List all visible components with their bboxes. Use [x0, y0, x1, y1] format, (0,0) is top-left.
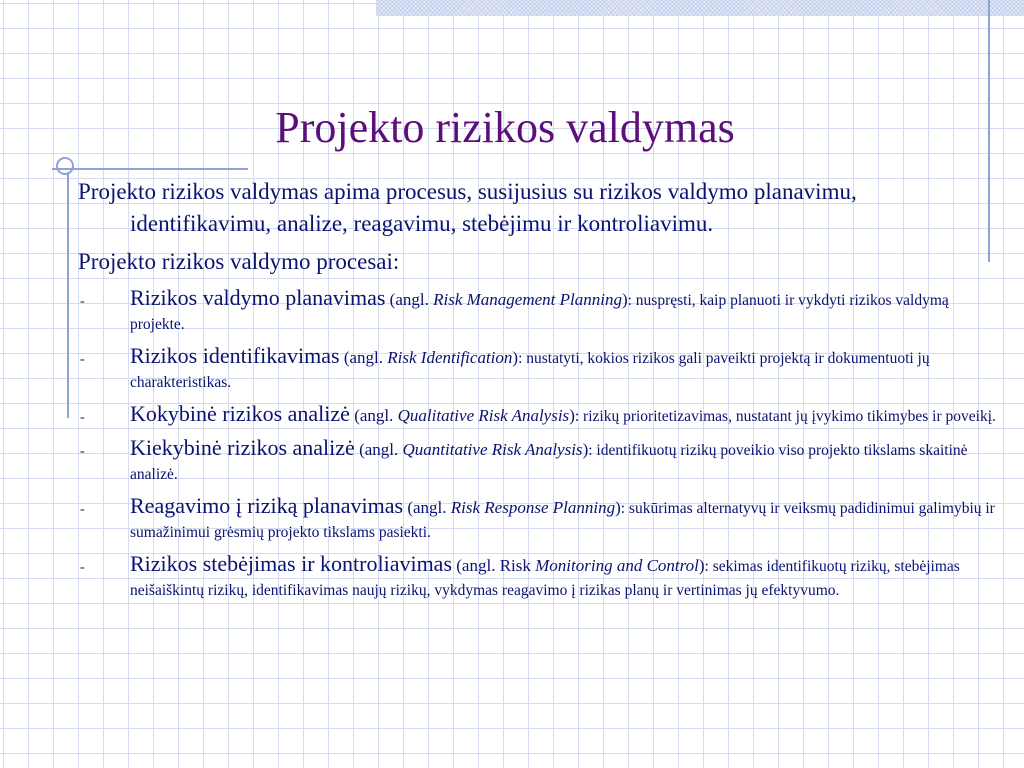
process-name: Kokybinė rizikos analizė: [130, 401, 350, 426]
bullet-dash: -: [80, 502, 85, 517]
process-description: : sukūrimas alternatyvų ir veiksmų padidinimui galimybių ir sumažinimui grėsmių projekto tikslams pasiekti.: [130, 500, 995, 541]
angl-prefix: (angl.: [354, 440, 403, 459]
decorative-horizontal-line: [52, 168, 248, 170]
english-term: Risk Response Planning: [450, 498, 616, 517]
processes-heading: Projekto rizikos valdymo procesai:: [78, 249, 400, 274]
process-name: Rizikos stebėjimas ir kontroliavimas: [130, 551, 453, 576]
process-name: Rizikos valdymo planavimas: [130, 285, 386, 310]
angl-prefix: (angl.: [385, 290, 434, 309]
slide-content: [78, 176, 998, 610]
bullet-dash: -: [80, 560, 85, 575]
process-name: Rizikos identifikavimas: [130, 343, 340, 368]
bullet-dash: -: [80, 410, 85, 425]
bullet-dash: -: [80, 294, 85, 309]
process-description: : identifikuotų rizikų poveikio viso projekto tikslams skaitinė analizė.: [130, 442, 968, 483]
paren-close: ): [582, 440, 589, 459]
list-item: [78, 402, 998, 429]
process-list: [78, 286, 998, 603]
intro-paragraph: Projekto rizikos valdymas apima procesus, susijusius su rizikos valdymo planavimu, identifikavimu, analize, reagavimu, stebėjimu ir kontroliavimu.: [78, 179, 857, 236]
english-term: Quantitative Risk Analysis: [402, 440, 583, 459]
process-description: : nustatyti, kokios rizikos gali paveikti projektą ir dokumentuoti jų charakteristikas.: [130, 350, 930, 391]
paren-close: ): [512, 348, 519, 367]
process-name: Reagavimo į riziką planavimas: [130, 493, 404, 518]
process-description: : nuspręsti, kaip planuoti ir vykdyti rizikos valdymą projekte.: [130, 292, 949, 333]
process-description: : rizikų prioritetizavimas, nustatant jų įvykimo tikimybes ir poveikį.: [574, 408, 996, 425]
process-name: Kiekybinė rizikos analizė: [130, 435, 355, 460]
slide-title: Projekto rizikos valdymas: [275, 103, 735, 152]
list-item: [78, 436, 998, 487]
angl-prefix: (angl.: [403, 498, 451, 517]
angl-prefix: (angl.: [339, 348, 388, 367]
paren-close: ): [698, 556, 705, 575]
bullet-dash: -: [80, 444, 85, 459]
process-description: : sekimas identifikuotų rizikų, stebėjimas neišaiškintų rizikų, identifikavimas naujų rizikų, vykdymas reagavimo į rizikas planų ir vertinimas jų efektyvumo.: [130, 558, 960, 599]
list-item: [78, 344, 998, 395]
decorative-vertical-line-left: [67, 172, 69, 418]
english-term: Risk Management Planning: [433, 290, 622, 309]
paren-close: ): [615, 498, 621, 517]
english-term: Monitoring and Control: [535, 556, 699, 575]
paren-close: ): [569, 406, 575, 425]
list-item: [78, 552, 998, 603]
bullet-dash: -: [80, 352, 85, 367]
angl-prefix: (angl. Risk: [452, 556, 536, 575]
decorative-circle: [56, 157, 74, 175]
paren-close: ): [621, 290, 628, 309]
angl-prefix: (angl.: [349, 406, 398, 425]
english-term: Qualitative Risk Analysis: [397, 406, 570, 425]
list-item: [78, 494, 998, 545]
list-item: [78, 286, 998, 337]
english-term: Risk Identification: [387, 348, 513, 367]
decorative-hatch-band: [376, 0, 1024, 16]
